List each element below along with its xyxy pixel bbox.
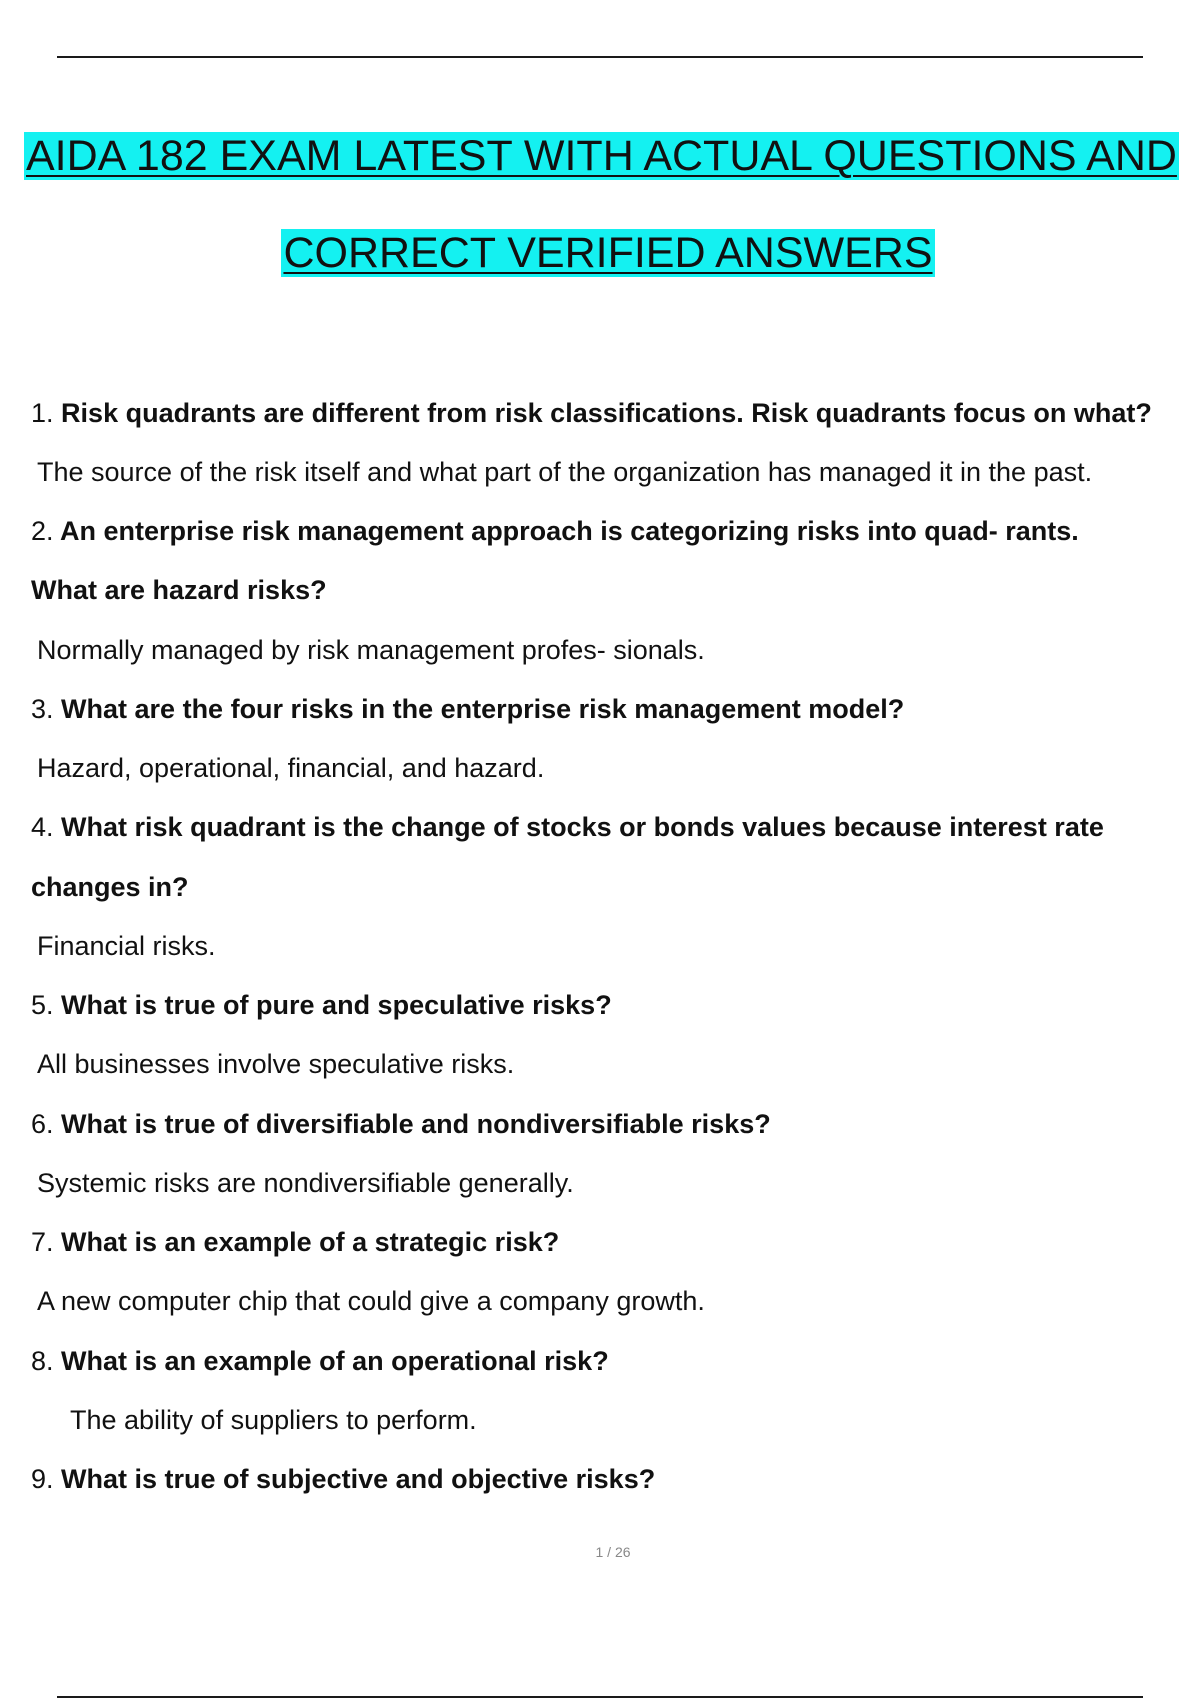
question-2 (31, 513, 1079, 549)
document-title-line-1: AIDA 182 EXAM LATEST WITH ACTUAL QUESTIONS AND (26, 132, 1177, 180)
question-text: What are the four risks in the enterprise risk management model? (61, 694, 905, 724)
page-indicator: 1 / 26 (595, 1544, 631, 1560)
answer-2: Normally managed by risk management profes- sionals. (37, 635, 705, 665)
answer-1: The source of the risk itself and what part of the organization has managed it in the past. (37, 457, 1093, 487)
question-1 (31, 395, 1152, 431)
answer-8: The ability of suppliers to perform. (70, 1405, 477, 1435)
question-7 (31, 1224, 559, 1260)
question-text: What is true of diversifiable and nondiversifiable risks? (61, 1109, 771, 1139)
question-number: 5. (31, 990, 54, 1020)
question-6 (31, 1106, 771, 1142)
question-text: What is true of subjective and objective risks? (61, 1464, 656, 1494)
answer-3: Hazard, operational, financial, and hazard. (37, 753, 545, 783)
question-text: Risk quadrants are different from risk classifications. Risk quadrants focus on what? (61, 398, 1152, 428)
document-title-line-2: CORRECT VERIFIED ANSWERS (283, 229, 933, 277)
question-2-continued: What are hazard risks? (31, 575, 327, 605)
question-number: 9. (31, 1464, 54, 1494)
question-9 (31, 1461, 655, 1497)
question-8 (31, 1343, 609, 1379)
question-4 (31, 809, 1104, 845)
answer-5: All businesses involve speculative risks. (37, 1049, 515, 1079)
question-text: What is an example of an operational risk? (61, 1346, 609, 1376)
question-4-continued: changes in? (31, 872, 189, 902)
answer-7: A new computer chip that could give a company growth. (37, 1286, 705, 1316)
question-number: 2. (31, 516, 54, 546)
question-text: An enterprise risk management approach is categorizing risks into quad- rants. (60, 516, 1079, 546)
question-number: 6. (31, 1109, 54, 1139)
question-text: What is true of pure and speculative risks? (61, 990, 612, 1020)
question-number: 7. (31, 1227, 54, 1257)
question-text: What is an example of a strategic risk? (61, 1227, 560, 1257)
top-rule (57, 56, 1143, 58)
question-text: What risk quadrant is the change of stocks or bonds values because interest rate (61, 812, 1104, 842)
question-number: 1. (31, 398, 54, 428)
question-3 (31, 691, 904, 727)
question-number: 8. (31, 1346, 54, 1376)
question-5 (31, 987, 612, 1023)
bottom-rule (57, 1696, 1143, 1698)
answer-6: Systemic risks are nondiversifiable generally. (37, 1168, 574, 1198)
answer-4: Financial risks. (37, 931, 216, 961)
question-number: 4. (31, 812, 54, 842)
question-number: 3. (31, 694, 54, 724)
